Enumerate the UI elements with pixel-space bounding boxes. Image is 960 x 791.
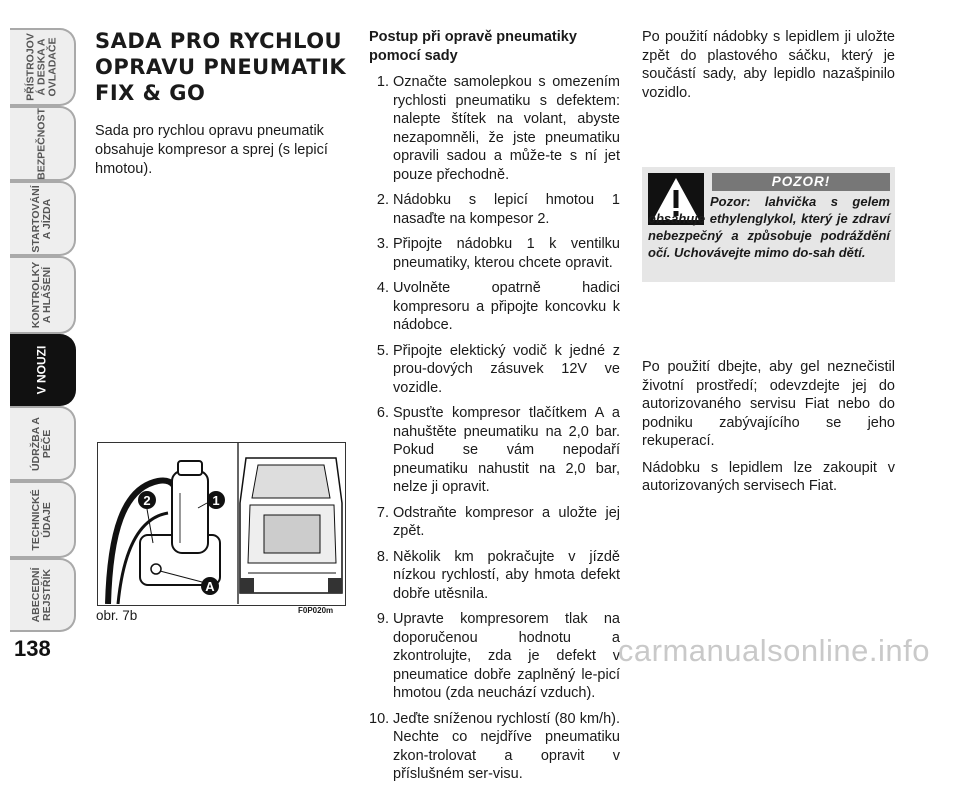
list-item <box>369 73 620 184</box>
tab-label: BEZPEČNOST <box>35 107 48 180</box>
tab-kontrolky[interactable] <box>10 256 76 334</box>
figure-caption: obr. 7b <box>96 608 138 623</box>
step-text: Uvolněte opatrně hadici kompresoru a připojte koncovku k nádobce. <box>393 280 620 333</box>
step-text: Jeďte sníženou rychlostí (80 km/h). Nechte co nejdříve pneumatiku zkon-trolovat a opravit v příslušném ser-visu. <box>393 710 620 782</box>
list-item <box>369 404 620 497</box>
tab-v-nouzi[interactable] <box>10 334 76 406</box>
disposal-notes <box>642 358 895 504</box>
notes-column <box>642 28 895 110</box>
list-item <box>369 342 620 398</box>
tab-label: V NOUZI <box>34 345 49 395</box>
step-text: Připojte elektický vodič k jedné z prou-dových zásuvek 12V ve vozidle. <box>393 342 620 396</box>
step-number: 9. <box>376 611 389 627</box>
step-number: 6. <box>376 405 389 421</box>
step-text: Upravte kompresorem tlak na doporučenou hodnotu a zkontrolujte, zda je defekt v pneumatice dobře zaplněný le-picí hmotou (zda neuchází vzduch). <box>393 611 620 701</box>
tab-label: PŘÍSTROJOV Á DESKA A OVLADAČE <box>24 33 59 101</box>
tab-udrzba[interactable] <box>10 406 76 481</box>
step-number: 10. <box>369 710 390 727</box>
disposal-paragraph: Po použití dbejte, aby gel neznečistil životní prostředí; odevzdejte jej do autorizovaného servisu Fiat nebo do podniku zabývajícího se jeho rekuperací. <box>642 359 895 449</box>
storage-paragraph: Po použití nádobky s lepidlem ji uložte zpět do plastového sáčku, který je součástí sady, aby lepidlo nazašpinilo vozidlo. <box>642 29 895 101</box>
list-item <box>369 710 620 784</box>
procedure-column <box>369 28 620 791</box>
section-title: SADA PRO RYCHLOU OPRAVU PNEUMATIK FIX & GO <box>95 29 347 105</box>
list-item <box>369 191 620 228</box>
list-item <box>369 279 620 335</box>
tab-label: ÚDRŽBA A PÉČE <box>30 416 53 471</box>
chapter-tabs <box>0 0 80 677</box>
step-number: 1. <box>376 74 389 90</box>
tab-label: ABECEDNÍ REJSTŘÍK <box>30 567 53 623</box>
warning-box <box>642 167 895 282</box>
tab-technicke-udaje[interactable] <box>10 481 76 558</box>
tab-rejstrik[interactable] <box>10 558 76 632</box>
step-number: 8. <box>376 548 389 565</box>
step-number: 2. <box>376 192 389 208</box>
purchase-paragraph: Nádobku s lepidlem lze zakoupit v autorizovaných servisech Fiat. <box>642 459 895 494</box>
tab-startovani[interactable] <box>10 181 76 256</box>
step-text: Označte samolepkou s omezením rychlosti pneumatiku s defektem: nalepte štítek na volant, abyste nezapomněli, že jste pneumatiku opravili sadou a může-te s ní jet pouze přechodně. <box>393 74 620 183</box>
tab-label: KONTROLKY A HLÁŠENÍ <box>30 261 53 329</box>
step-number: 3. <box>376 236 389 252</box>
figure-repair-kit <box>97 442 346 606</box>
step-text: Několik km pokračujte v jízdě nízkou rychlostí, aby hmota defekt dobře utěsnila. <box>393 548 620 602</box>
step-number: 5. <box>376 342 389 359</box>
watermark: carmanualsonline.info <box>617 633 930 668</box>
list-item <box>369 504 620 541</box>
step-number: 4. <box>376 280 389 296</box>
warning-text: Pozor: lahvička s gelem obsahuje ethylenglykol, který je zdraví nebezpečný a způsobuje podráždění očí. Uchovávejte mimo do-sah dětí. <box>648 194 890 260</box>
procedure-title: Postup při opravě pneumatiky pomocí sady <box>369 29 577 64</box>
callout-a: A <box>205 579 215 594</box>
list-item <box>369 235 620 272</box>
callout-1: 1 <box>212 493 220 508</box>
tab-label: STARTOVÁNÍ A JÍZDA <box>30 184 53 253</box>
tab-bezpecnost[interactable] <box>10 106 76 181</box>
figure-code: F0P020m <box>298 606 334 615</box>
step-text: Odstraňte kompresor a uložte jej zpět. <box>393 504 620 539</box>
warning-title: POZOR! <box>712 173 890 191</box>
page-number: 138 <box>14 636 51 661</box>
callout-2: 2 <box>143 493 151 508</box>
intro-column <box>95 28 350 179</box>
list-item <box>369 548 620 604</box>
step-text: Připojte nádobku 1 k ventilku pneumatiky, kterou chcete opravit. <box>393 236 620 271</box>
tab-label: TECHNICKÉ ÚDAJE <box>30 488 53 551</box>
step-number: 7. <box>376 504 389 521</box>
intro-text: Sada pro rychlou opravu pneumatik obsahuje kompresor a sprej (s lepicí hmotou). <box>95 123 328 177</box>
step-text: Nádobku s lepicí hmotou 1 nasaďte na kompesor 2. <box>393 192 620 227</box>
step-text: Spusťte kompresor tlačítkem A a nahuštěte pneumatiku na 2,0 bar. Pokud se vám nepodaří pneumatiku nahustit na 2,0 bar, nelze ji opravit. <box>393 405 620 495</box>
list-item <box>369 610 620 703</box>
repair-kit-illustration <box>98 443 344 604</box>
tab-pristrojova-deska[interactable] <box>10 28 76 106</box>
